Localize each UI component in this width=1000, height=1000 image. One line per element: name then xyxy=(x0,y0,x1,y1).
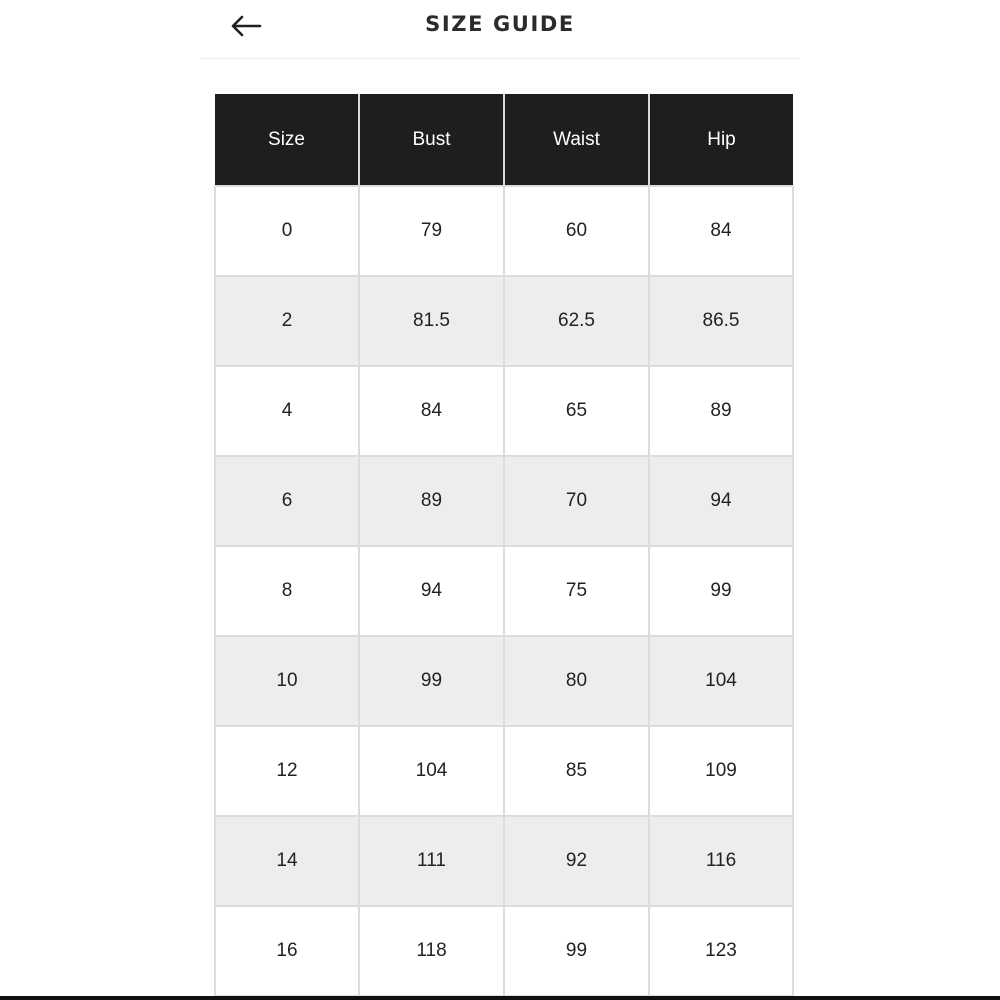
cell-bust: 118 xyxy=(359,906,504,996)
cell-bust: 84 xyxy=(359,366,504,456)
table-row xyxy=(215,726,793,816)
cell-hip: 109 xyxy=(649,726,793,816)
cell-hip: 86.5 xyxy=(649,276,793,366)
cell-bust: 99 xyxy=(359,636,504,726)
cell-waist: 85 xyxy=(504,726,649,816)
table-row xyxy=(215,636,793,726)
cell-waist: 70 xyxy=(504,456,649,546)
cell-bust: 111 xyxy=(359,816,504,906)
column-header-waist: Waist xyxy=(504,94,649,186)
column-header-bust: Bust xyxy=(359,94,504,186)
bottom-divider xyxy=(0,996,1000,1000)
cell-hip: 104 xyxy=(649,636,793,726)
cell-hip: 84 xyxy=(649,186,793,276)
cell-hip: 99 xyxy=(649,546,793,636)
cell-waist: 80 xyxy=(504,636,649,726)
cell-waist: 60 xyxy=(504,186,649,276)
cell-waist: 92 xyxy=(504,816,649,906)
cell-waist: 62.5 xyxy=(504,276,649,366)
column-header-hip: Hip xyxy=(649,94,793,186)
table-row xyxy=(215,816,793,906)
cell-bust: 89 xyxy=(359,456,504,546)
top-bar xyxy=(200,0,800,59)
cell-waist: 75 xyxy=(504,546,649,636)
cell-waist: 65 xyxy=(504,366,649,456)
cell-bust: 94 xyxy=(359,546,504,636)
table-row xyxy=(215,186,793,276)
cell-size: 8 xyxy=(215,546,359,636)
size-table xyxy=(214,94,794,997)
table-row xyxy=(215,456,793,546)
cell-size: 16 xyxy=(215,906,359,996)
cell-hip: 94 xyxy=(649,456,793,546)
cell-hip: 116 xyxy=(649,816,793,906)
cell-bust: 79 xyxy=(359,186,504,276)
table-row xyxy=(215,276,793,366)
cell-size: 6 xyxy=(215,456,359,546)
table-row xyxy=(215,366,793,456)
table-row xyxy=(215,906,793,996)
table-row xyxy=(215,546,793,636)
cell-size: 14 xyxy=(215,816,359,906)
cell-size: 0 xyxy=(215,186,359,276)
table-header-row xyxy=(215,94,793,186)
column-header-size: Size xyxy=(215,94,359,186)
cell-hip: 89 xyxy=(649,366,793,456)
cell-size: 2 xyxy=(215,276,359,366)
cell-hip: 123 xyxy=(649,906,793,996)
cell-waist: 99 xyxy=(504,906,649,996)
cell-bust: 104 xyxy=(359,726,504,816)
cell-size: 4 xyxy=(215,366,359,456)
cell-bust: 81.5 xyxy=(359,276,504,366)
cell-size: 12 xyxy=(215,726,359,816)
page-title: SIZE GUIDE xyxy=(425,12,575,36)
cell-size: 10 xyxy=(215,636,359,726)
